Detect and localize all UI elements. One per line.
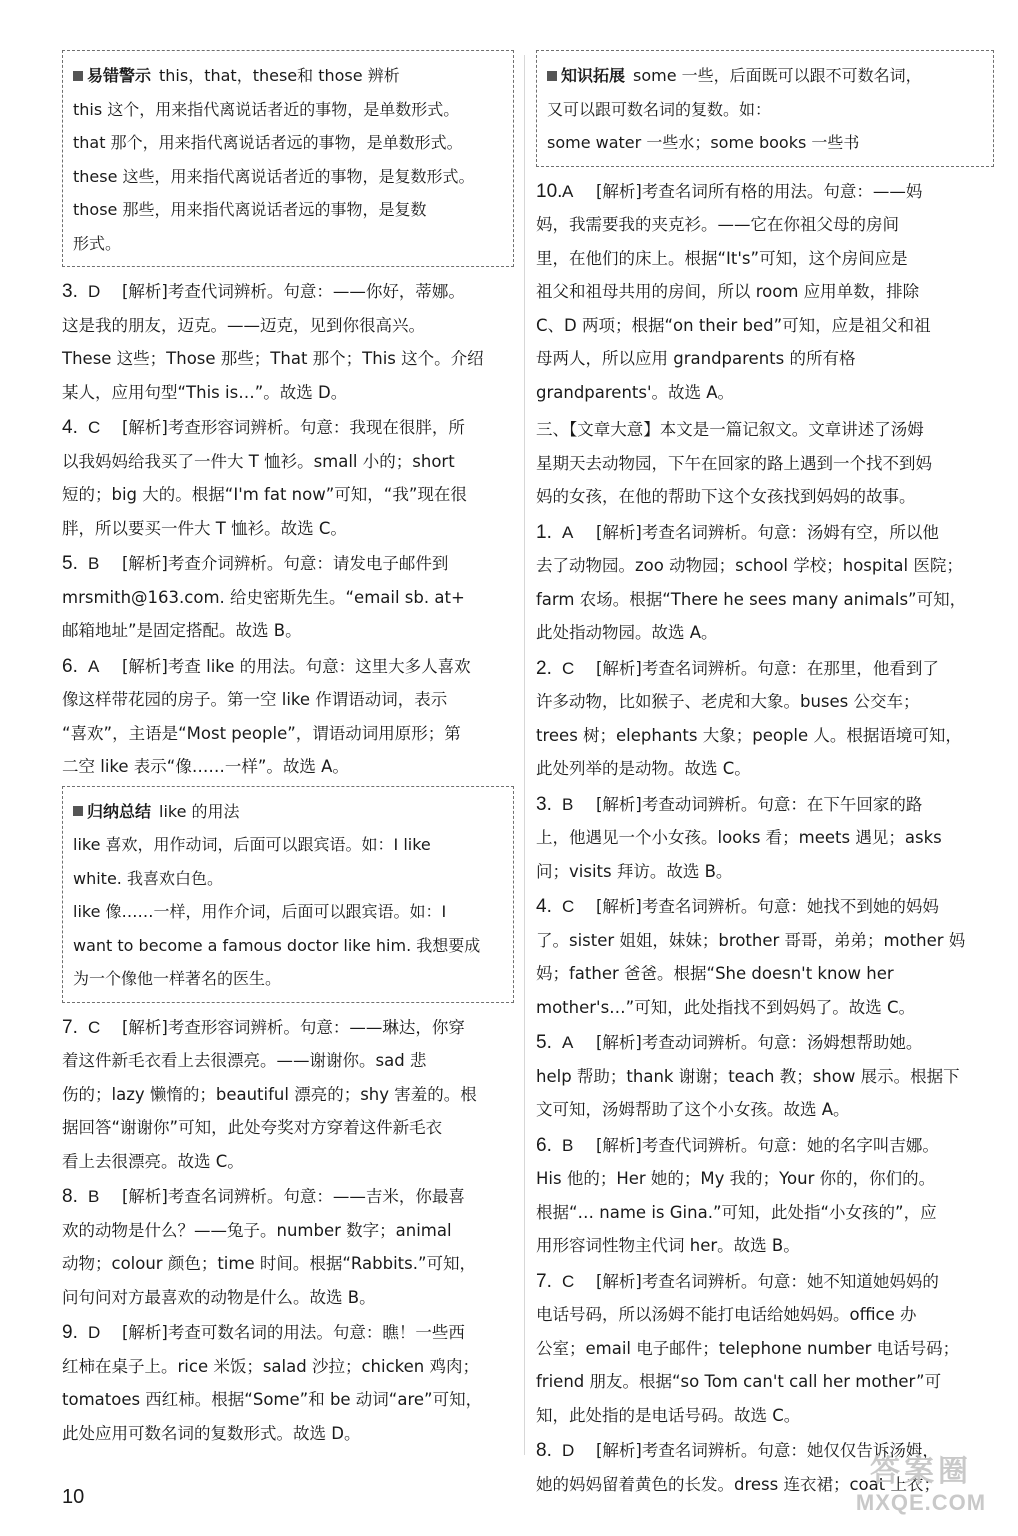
answer-item-head — [536, 652, 994, 686]
explanation-line: 伤的；lazy 懒惰的；beautiful 漂亮的；shy 害羞的。根 — [62, 1084, 477, 1104]
explanation-head: [解析]考查形容词辨析。句意：我现在很胖，所 — [122, 418, 465, 437]
explanation-line: mother's…”可知，此处指找不到妈妈了。故选 C。 — [536, 997, 915, 1017]
tip-box-line: some 一些，后面既可以跟不可数名词， — [633, 66, 922, 85]
answer-item-head — [536, 788, 994, 822]
answer-item-head — [536, 175, 994, 209]
explanation-head: [解析]考查 like 的用法。句意：这里大多人喜欢 — [122, 656, 471, 676]
question-number: 8. — [62, 1186, 78, 1207]
answer-item — [62, 1180, 514, 1314]
tip-box-title: 归纳总结 — [87, 801, 152, 821]
explanation-line: 某人，应用句型“This is…”。故选 D。 — [62, 382, 348, 402]
question-number: 8. — [536, 1440, 552, 1461]
question-number: 6. — [536, 1134, 552, 1156]
explanation-line: 着这件新毛衣看上去很漂亮。——谢谢你。sad 悲 — [62, 1051, 427, 1070]
explanation-line: 这是我的朋友，迈克。——迈克，见到你很高兴。 — [62, 315, 425, 335]
answer-letter: D — [88, 1323, 101, 1342]
watermark-logo — [846, 1446, 996, 1526]
tip-box-title: 知识拓展 — [561, 66, 626, 85]
answer-item — [536, 788, 994, 889]
answer-item-head — [62, 275, 514, 309]
answer-item-head — [62, 547, 514, 581]
answer-item — [536, 1026, 994, 1127]
answer-item-head — [536, 1129, 994, 1163]
explanation-line: His 他的；Her 她的；My 我的；Your 你的，你们的。 — [536, 1169, 936, 1188]
column-divider — [524, 55, 525, 1455]
answer-item-head — [536, 1026, 994, 1060]
question-number: 6. — [62, 655, 78, 677]
explanation-head: [解析]考查名词辨析。句意：她不知道她妈妈的 — [596, 1271, 939, 1291]
tip-box-line: like 的用法 — [159, 801, 240, 821]
explanation-line: 上，他遇见一个小女孩。looks 看；meets 遇见；asks — [536, 828, 942, 847]
answer-list-10 — [536, 175, 994, 410]
answer-item — [62, 650, 514, 784]
explanation-line: 用形容词性物主代词 her。故选 B。 — [536, 1236, 800, 1255]
tip-box-line: 形式。 — [73, 233, 122, 253]
explanation-line: 去了动物园。zoo 动物园；school 学校；hospital 医院； — [536, 556, 963, 575]
question-number: 4. — [536, 896, 552, 917]
explanation-line: 以我妈妈给我买了一件大 T 恤衫。small 小的；short — [62, 451, 455, 471]
tip-box-line: want to become a famous doctor like him. 我想要成 — [73, 935, 481, 955]
explanation-head: [解析]考查名词辨析。句意：在那里，他看到了 — [596, 658, 939, 678]
explanation-head: [解析]考查名词辨析。句意：她找不到她的妈妈 — [596, 897, 939, 916]
explanation-head: [解析]考查动词辨析。句意：在下午回家的路 — [596, 794, 923, 814]
explanation-line: 看上去很漂亮。故选 C。 — [62, 1151, 244, 1171]
tip-box-line: some water 一些水；some books 一些书 — [547, 133, 860, 152]
explanation-line: 二空 like 表示“像……一样”。故选 A。 — [62, 757, 349, 776]
answer-item-head — [536, 516, 994, 550]
question-number: 7. — [62, 1016, 78, 1038]
tip-box-line: that 那个，用来指代离说话者远的事物，是单数形式。 — [73, 133, 463, 152]
answer-item — [536, 175, 994, 410]
question-number: 3. — [62, 281, 78, 302]
answer-letter: C — [562, 1271, 575, 1291]
answer-item — [536, 890, 994, 1024]
explanation-line: 祖父和祖母共用的房间，所以 room 应用单数，排除 — [536, 282, 920, 301]
explanation-line: 电话号码，所以汤姆不能打电话给她妈妈。office 办 — [536, 1305, 917, 1324]
explanation-line: trees 树；elephants 大象；people 人。根据语境可知， — [536, 725, 962, 745]
tip-box-line: white. 我喜欢白色。 — [73, 868, 223, 888]
explanation-line: friend 朋友。根据“so Tom can't call her mother”可 — [536, 1372, 942, 1391]
explanation-line: 问；visits 拜访。故选 B。 — [536, 861, 733, 881]
explanation-head: [解析]考查名词辨析。句意：她仅仅告诉汤姆， — [596, 1441, 939, 1460]
question-number: 4. — [62, 417, 78, 438]
explanation-line: 知，此处指的是电话号码。故选 C。 — [536, 1405, 801, 1425]
answer-item-head — [62, 1316, 514, 1350]
explanation-line: 短的；big 大的。根据“I'm fat now”可知，“我”现在很 — [62, 485, 467, 504]
section-line: 妈的女孩，在他的帮助下这个女孩找到妈妈的故事。 — [536, 487, 916, 506]
answer-item-head — [536, 890, 994, 924]
question-number: 1. — [536, 521, 552, 543]
explanation-line: 问句问对方最喜欢的动物是什么。故选 B。 — [62, 1287, 376, 1307]
section-head: 三、【文章大意】本文是一篇记叙文。文章讲述了汤姆 — [536, 420, 924, 439]
answer-item — [62, 1011, 514, 1179]
left-column — [62, 50, 514, 1452]
answer-letter: C — [562, 897, 575, 916]
tip-box-header — [547, 59, 983, 93]
question-number: 5. — [62, 553, 78, 574]
answer-item-head — [62, 411, 514, 445]
watermark-bottom: MXQE.COM — [855, 1490, 987, 1515]
explanation-line: 动物；colour 颜色；time 时间。根据“Rabbits.”可知， — [62, 1254, 477, 1273]
answer-item — [62, 411, 514, 545]
answer-item-head — [62, 1011, 514, 1045]
explanation-head: [解析]考查形容词辨析。句意：——琳达，你穿 — [122, 1017, 465, 1037]
explanation-line: 许多动物，比如猴子、老虎和大象。buses 公交车； — [536, 692, 920, 711]
tag-square-icon — [73, 806, 83, 816]
answer-letter: C — [562, 658, 575, 678]
watermark-top: 答案圈 — [870, 1454, 972, 1489]
answer-item — [536, 516, 994, 650]
tip-box-header — [73, 59, 503, 93]
answer-letter: A — [562, 1033, 574, 1052]
explanation-line: 此处列举的是动物。故选 C。 — [536, 759, 751, 778]
tip-box-line: this，that，these和 those 辨析 — [159, 66, 400, 85]
explanation-line: 据回答“谢谢你”可知，此处夸奖对方穿着这件新毛衣 — [62, 1118, 443, 1137]
explanation-head: [解析]考查介词辨析。句意：请发电子邮件到 — [122, 554, 449, 573]
explanation-head: [解析]考查代词辨析。句意：——你好，蒂娜。 — [122, 282, 465, 301]
answer-item — [536, 1129, 994, 1263]
explanation-line: 邮箱地址”是固定搭配。故选 B。 — [62, 621, 302, 640]
answer-item — [62, 547, 514, 648]
explanation-line: 里，在他们的床上。根据“It's”可知，这个房间应是 — [536, 248, 908, 268]
tip-box-knowledge — [536, 50, 994, 167]
explanation-line: 像这样带花园的房子。第一空 like 作谓语动词，表示 — [62, 690, 448, 709]
explanation-line: 了。sister 姐姐，妹妹；brother 哥哥，弟弟；mother 妈 — [536, 930, 966, 950]
tip-box-line: 为一个像他一样著名的医生。 — [73, 969, 282, 988]
question-number: 2. — [536, 657, 552, 679]
explanation-head: [解析]考查名词辨析。句意：汤姆有空，所以他 — [596, 522, 939, 542]
answer-letter: C — [88, 1017, 101, 1037]
explanation-head: [解析]考查名词所有格的用法。句意：——妈 — [596, 181, 923, 201]
explanation-line: 此处指动物园。故选 A。 — [536, 623, 718, 642]
passage-summary — [536, 413, 994, 514]
answer-letter: A — [562, 522, 574, 542]
answer-letter: D — [88, 282, 101, 301]
answer-letter: A — [562, 181, 574, 201]
answer-letter: B — [88, 1187, 100, 1206]
explanation-line: 妈，我需要我的夹克衫。——它在你祖父母的房间 — [536, 215, 899, 234]
explanation-line: farm 农场。根据“There he sees many animals”可知， — [536, 589, 967, 609]
explanation-head: [解析]考查可数名词的用法。句意：瞧！一些西 — [122, 1323, 465, 1342]
explanation-head: [解析]考查动词辨析。句意：汤姆想帮助她。 — [596, 1033, 923, 1052]
explanation-line: 公室；email 电子邮件；telephone number 电话号码； — [536, 1338, 960, 1358]
tag-square-icon — [547, 71, 557, 81]
explanation-line: mrsmith@163.com. 给史密斯先生。“email sb. at+ — [62, 587, 465, 607]
answer-letter: C — [88, 418, 101, 437]
question-number: 5. — [536, 1032, 552, 1053]
answer-item-head — [62, 650, 514, 684]
answer-item — [536, 652, 994, 786]
section-line: 星期天去动物园，下午在回家的路上遇到一个找不到妈 — [536, 453, 932, 473]
explanation-line: help 帮助；thank 谢谢；teach 教；show 展示。根据下 — [536, 1066, 960, 1086]
tag-square-icon — [73, 71, 83, 81]
explanation-line: 此处应用可数名词的复数形式。故选 D。 — [62, 1423, 361, 1443]
tip-box-line: those 那些，用来指代离说话者远的事物，是复数 — [73, 200, 427, 219]
explanation-line: tomatoes 西红柿。根据“Some”和 be 动词“are”可知， — [62, 1390, 483, 1409]
right-column — [536, 50, 994, 1503]
explanation-line: 根据“… name is Gina.”可知，此处指“小女孩的”，应 — [536, 1202, 937, 1222]
explanation-line: 文可知，汤姆帮助了这个小女孩。故选 A。 — [536, 1100, 850, 1119]
tip-box-line: like 喜欢，用作动词，后面可以跟宾语。如：I like — [73, 835, 431, 854]
tip-box-line: 又可以跟可数名词的复数。如： — [547, 99, 772, 119]
page-number: 10 — [62, 1486, 85, 1508]
answer-letter: D — [562, 1441, 575, 1460]
answer-letter: B — [562, 1135, 574, 1155]
explanation-line: “喜欢”，主语是“Most people”，谓语动词用原形；第 — [62, 723, 461, 743]
answer-item — [536, 1265, 994, 1433]
answer-letter: B — [562, 794, 574, 814]
answer-list-a — [62, 275, 514, 784]
answer-list-right — [536, 516, 994, 1502]
answer-letter: B — [88, 554, 100, 573]
question-number: 9. — [62, 1322, 78, 1343]
answer-letter: A — [88, 656, 100, 676]
explanation-line: These 这些；Those 那些；That 那个；This 这个。介绍 — [62, 349, 484, 368]
tip-box-summary — [62, 786, 514, 1003]
answer-item-head — [536, 1265, 994, 1299]
tip-box-error-warning — [62, 50, 514, 267]
explanation-line: C、D 两项；根据“on their bed”可知，应是祖父和祖 — [536, 315, 931, 335]
tip-box-line: like 像……一样，用作介词，后面可以跟宾语。如：I — [73, 902, 447, 921]
explanation-line: 红柿在桌子上。rice 米饭；salad 沙拉；chicken 鸡肉； — [62, 1356, 479, 1376]
answer-item — [62, 275, 514, 409]
question-number: 3. — [536, 793, 552, 815]
explanation-line: 欢的动物是什么？——兔子。number 数字；animal — [62, 1220, 452, 1240]
answer-item — [62, 1316, 514, 1450]
tip-box-line: this 这个，用来指代离说话者近的事物，是单数形式。 — [73, 99, 460, 119]
explanation-line: 母两人，所以应用 grandparents 的所有格 — [536, 349, 856, 368]
tip-box-header — [73, 795, 503, 829]
explanation-line: 她的妈妈留着黄色的长发。dress 连衣裙；coat 上衣； — [536, 1474, 940, 1494]
answer-list-b — [62, 1011, 514, 1451]
tip-box-line: these 这些，用来指代离说话者近的事物，是复数形式。 — [73, 166, 475, 186]
question-number: 7. — [536, 1270, 552, 1292]
explanation-head: [解析]考查代词辨析。句意：她的名字叫吉娜。 — [596, 1135, 939, 1155]
tip-box-title: 易错警示 — [87, 66, 152, 85]
answer-item-head — [62, 1180, 514, 1214]
question-number: 10. — [536, 180, 563, 202]
explanation-line: 妈；father 爸爸。根据“She doesn't know her — [536, 964, 894, 983]
explanation-line: grandparents'。故选 A。 — [536, 382, 735, 402]
explanation-head: [解析]考查名词辨析。句意：——吉米，你最喜 — [122, 1187, 465, 1206]
explanation-line: 胖，所以要买一件大 T 恤衫。故选 C。 — [62, 518, 347, 538]
